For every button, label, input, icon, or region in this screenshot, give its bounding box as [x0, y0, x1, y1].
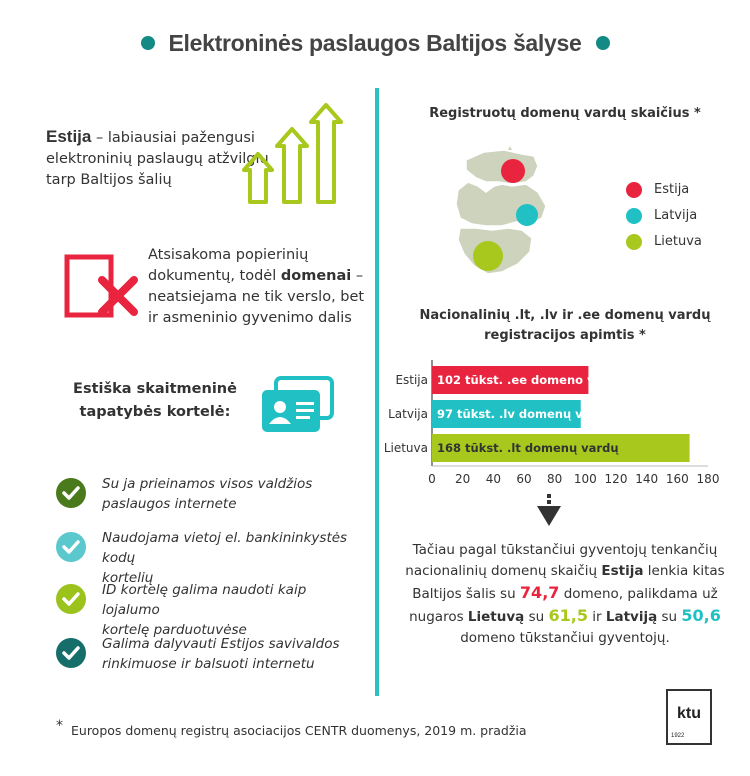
summary-line5: domeno tūkstančiui gyventojų. [460, 630, 670, 646]
x-tick-60: 60 [516, 472, 532, 486]
bar-label-estija: 102 tūkst. .ee domeno vardų [437, 373, 625, 387]
summary-estija-value: 74,7 [519, 583, 560, 602]
legend-lietuva [626, 234, 736, 252]
check-circle-1 [56, 478, 86, 508]
check-icon [56, 638, 86, 668]
id-card-title [60, 378, 250, 424]
lead-line2: elektroninių paslaugų atžvilgiu [46, 151, 269, 167]
map-dot-latvija [516, 204, 538, 226]
title-dot-right [596, 36, 610, 50]
summary-line4f: su [657, 609, 682, 625]
summary-line4a: nugaros [409, 609, 468, 625]
map-dot-lietuva [473, 241, 503, 271]
x-tick-100: 100 [573, 472, 597, 486]
summary-lietuva-value: 61,5 [548, 606, 588, 625]
check-icon [56, 478, 86, 508]
bar-chart [380, 358, 740, 498]
page-title-text: Elektroninės paslaugos Baltijos šalyse [168, 30, 582, 56]
x-tick-120: 120 [604, 472, 628, 486]
baltic-map [446, 146, 556, 278]
paper-line3: neatsiejama ne tik verslo, bet [148, 289, 365, 305]
legend-estija [626, 182, 736, 200]
paper-domenai: domenai [280, 268, 352, 284]
summary-line4c: su [524, 609, 549, 625]
estija-bold: Estija [46, 127, 92, 146]
legend-dot-lietuva [626, 234, 642, 250]
summary-lietuva: Lietuvą [467, 609, 525, 625]
x-tick-160: 160 [665, 472, 689, 486]
id-card-icon [258, 376, 334, 434]
ktu-logo-year: 1922 [671, 733, 685, 739]
bar-label-latvija: 97 tūkst. .lv domenų vardų [437, 407, 613, 421]
ktu-logo [666, 689, 712, 745]
paper-line2a: dokumentų, todėl [148, 268, 281, 284]
checklist-item-4-line1: Galima dalyvauti Estijos savivaldos [102, 636, 340, 652]
legend-latvija [626, 208, 736, 226]
checklist-item-2-line2: kortelių [102, 570, 154, 586]
center-divider [375, 88, 379, 696]
map-title: Registruotų domenų vardų skaičius * [429, 106, 701, 121]
summary-line2c: lenkia kitas [643, 563, 725, 579]
page-title [0, 30, 750, 57]
check-icon [56, 532, 86, 562]
paper-cancel-icon [64, 254, 142, 320]
chart-title-line1: Nacionalinių .lt, .lv ir .ee domenų vardų [419, 308, 711, 323]
summary-estija: Estija [601, 563, 644, 579]
paper-line1: Atsisakoma popierinių [148, 247, 309, 263]
check-circle-4 [56, 638, 86, 668]
category-label-estija: Estija [395, 373, 428, 387]
checklist-item-1-line1: Su ja prieinamos visos valdžios [102, 476, 313, 492]
x-tick-20: 20 [455, 472, 471, 486]
chart-title [400, 306, 730, 346]
bar-label-lietuva: 168 tūkst. .lt domenų vardų [437, 441, 619, 455]
lead-line3: tarp Baltijos šalių [46, 172, 172, 188]
summary-latvija-value: 50,6 [681, 606, 721, 625]
x-tick-40: 40 [485, 472, 501, 486]
summary-line4d: ir [587, 609, 606, 625]
legend-dot-estija [626, 182, 642, 198]
check-icon [56, 584, 86, 614]
down-arrow-icon [536, 494, 562, 528]
summary-latvija: Latviją [605, 609, 658, 625]
footnote-text: Europos domenų registrų asociacijos CENTR duomenys, 2019 m. pradžia [71, 723, 527, 739]
ktu-logo-name: ktu [677, 705, 701, 722]
summary-line3b: domeno, palikdama už [559, 586, 718, 602]
id-card-title-line2: tapatybės kortelė: [79, 404, 231, 420]
id-card-title-line1: Estiška skaitmeninė [73, 381, 237, 397]
paper-line2c: – [351, 268, 364, 284]
paper-line4: ir asmeninio gyvenimo dalis [148, 310, 352, 326]
check-circle-2 [56, 532, 86, 562]
map-dot-estija [501, 159, 525, 183]
legend-dot-latvija [626, 208, 642, 224]
legend-label-estija: Estija [654, 182, 690, 197]
summary-line1: Tačiau pagal tūkstančiui gyventojų tenkančių [412, 542, 718, 558]
checklist-item-3-line2: kortelę parduotuvėse [102, 622, 247, 638]
checklist-item-2-line1: Naudojama vietoj el. bankininkystės kodų [102, 530, 348, 566]
category-label-lietuva: Lietuva [383, 441, 428, 455]
category-label-latvija: Latvija [388, 407, 428, 421]
checklist-item-4-line2: rinkimuose ir balsuoti internetu [102, 656, 315, 672]
checklist-item-3-line1: ID kortelę galima naudoti kaip lojalumo [102, 582, 307, 618]
summary-line3a: Baltijos šalis su [412, 586, 520, 602]
check-circle-3 [56, 584, 86, 614]
summary-line2a: nacionalinių domenų skaičių [405, 563, 602, 579]
checklist-item-1-line2: paslaugos internete [102, 496, 237, 512]
x-tick-0: 0 [428, 472, 436, 486]
title-dot-left [141, 36, 155, 50]
growth-arrows-icon [242, 102, 352, 206]
summary-text [400, 540, 730, 649]
footnote [56, 718, 527, 738]
x-tick-180: 180 [696, 472, 720, 486]
legend-label-latvija: Latvija [654, 208, 698, 223]
chart-title-line2: registracijos apimtis * [484, 328, 646, 343]
lead-line1: – labiausiai pažengusi [91, 130, 255, 146]
footnote-mark: * [56, 718, 63, 734]
paper-text [148, 245, 370, 329]
legend-label-lietuva: Lietuva [654, 234, 702, 249]
x-tick-140: 140 [635, 472, 659, 486]
x-tick-80: 80 [547, 472, 563, 486]
